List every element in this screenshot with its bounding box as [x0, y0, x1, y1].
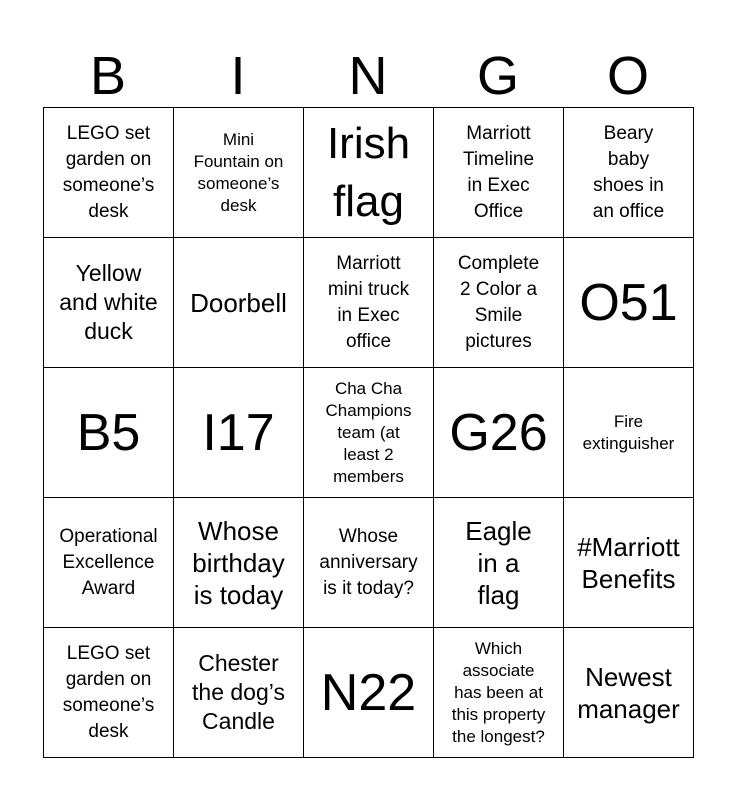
header-letter-b: B — [89, 46, 127, 106]
cell-text: Operational Excellence Award — [59, 525, 158, 599]
cell-text: Newest manager — [577, 661, 680, 724]
header-letter-n: N — [348, 46, 388, 106]
bingo-cell[interactable] — [174, 368, 304, 498]
cell-text: Whose birthday is today — [192, 515, 285, 610]
bingo-cell[interactable] — [304, 108, 434, 238]
bingo-cell[interactable] — [434, 498, 564, 628]
bingo-cell[interactable] — [564, 238, 694, 368]
cell-text: LEGO set garden on someone’s desk — [62, 642, 155, 742]
cell-text: Marriott Timeline in Exec Office — [462, 122, 535, 222]
header-letter-i: I — [230, 46, 246, 106]
bingo-cell[interactable] — [174, 238, 304, 368]
bingo-cell[interactable] — [304, 498, 434, 628]
cell-text: Whose anniversary is it today? — [319, 525, 418, 599]
cell-text: #Marriott Benefits — [577, 531, 680, 594]
bingo-cell[interactable] — [44, 108, 174, 238]
bingo-cell[interactable] — [44, 628, 174, 758]
cell-text: Which associate has been at this property the longest? — [451, 638, 546, 746]
cell-text: Doorbell — [190, 287, 287, 318]
cell-text: Yellow and white duck — [59, 260, 158, 344]
header-letter-g: G — [476, 46, 519, 106]
cell-text: N22 — [320, 663, 417, 722]
cell-text: G26 — [449, 403, 548, 462]
cell-text: Complete 2 Color a Smile pictures — [457, 252, 540, 352]
bingo-header — [43, 44, 693, 108]
cell-text: Irish flag — [326, 118, 411, 226]
cell-text: I17 — [202, 403, 275, 462]
cell-text: Cha Cha Champions team (at least 2 members — [325, 378, 412, 486]
cell-text: Marriott mini truck in Exec office — [327, 252, 410, 352]
header-letter-o: O — [606, 46, 649, 106]
cell-text: O51 — [579, 273, 678, 332]
bingo-cell[interactable] — [564, 498, 694, 628]
cell-text: Fire extinguisher — [582, 411, 675, 453]
bingo-cell[interactable] — [304, 628, 434, 758]
bingo-cell[interactable] — [564, 628, 694, 758]
bingo-cell[interactable] — [44, 238, 174, 368]
cell-text: B5 — [76, 403, 141, 462]
bingo-cell[interactable] — [434, 628, 564, 758]
bingo-board — [43, 107, 694, 758]
cell-text: Chester the dog’s Candle — [192, 650, 285, 734]
bingo-cell[interactable] — [304, 368, 434, 498]
bingo-cell[interactable] — [304, 238, 434, 368]
bingo-cell[interactable] — [564, 108, 694, 238]
bingo-cell[interactable] — [174, 108, 304, 238]
bingo-cell[interactable] — [564, 368, 694, 498]
bingo-cell[interactable] — [174, 498, 304, 628]
bingo-cell[interactable] — [434, 368, 564, 498]
bingo-cell[interactable] — [434, 108, 564, 238]
cell-text: Mini Fountain on someone’s desk — [193, 129, 284, 215]
bingo-cell[interactable] — [44, 368, 174, 498]
bingo-cell[interactable] — [174, 628, 304, 758]
bingo-cell[interactable] — [44, 498, 174, 628]
cell-text: LEGO set garden on someone’s desk — [62, 122, 155, 222]
cell-text: Eagle in a flag — [465, 515, 532, 610]
cell-text: Beary baby shoes in an office — [592, 122, 665, 222]
bingo-cell[interactable] — [434, 238, 564, 368]
